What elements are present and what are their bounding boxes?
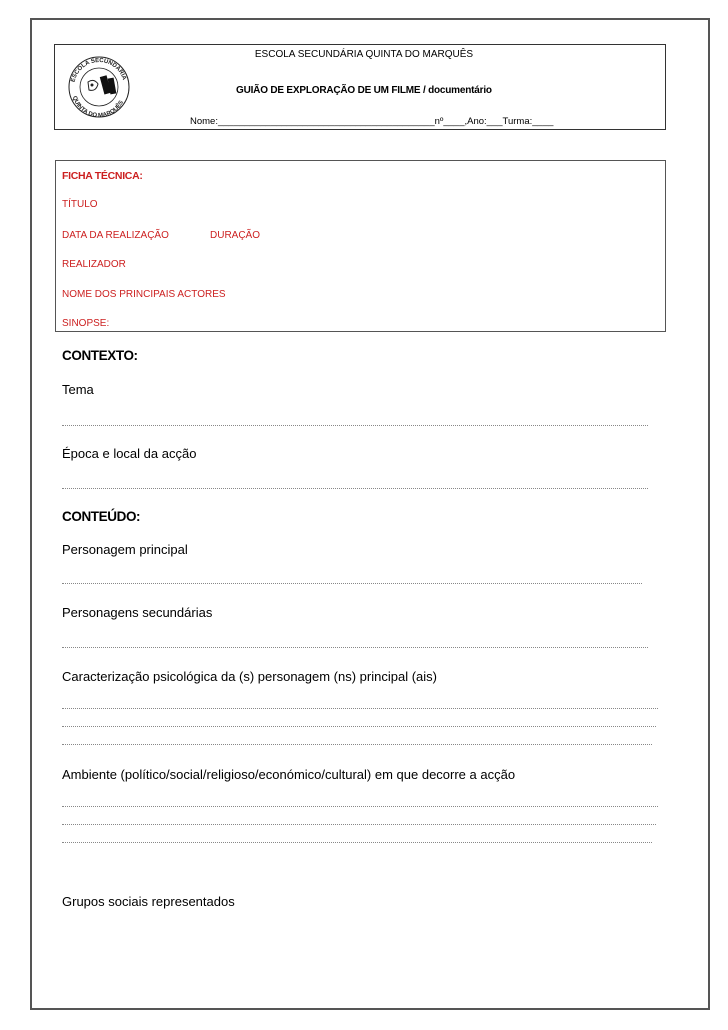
sinopse-label: SINOPSE:	[62, 318, 110, 329]
ambiente-answer-line[interactable]	[62, 806, 658, 807]
caracterizacao-answer-line[interactable]	[62, 708, 658, 709]
tema-label: Tema	[62, 382, 94, 397]
ambiente-answer-line[interactable]	[62, 824, 656, 825]
realizador-label: REALIZADOR	[62, 259, 126, 270]
caracterizacao-answer-line[interactable]	[62, 726, 656, 727]
personagem-principal-answer-line[interactable]	[62, 583, 642, 584]
titulo-label: TÍTULO	[62, 199, 98, 210]
grupos-sociais-label: Grupos sociais representados	[62, 894, 235, 909]
student-name-line[interactable]: Nome:_________________________________________nº____,Ano:___Turma:____	[190, 116, 554, 127]
actores-label: NOME DOS PRINCIPAIS ACTORES	[62, 289, 226, 300]
ficha-tecnica-title: FICHA TÉCNICA:	[62, 170, 143, 182]
epoca-label: Época e local da acção	[62, 446, 197, 461]
caracterizacao-answer-line[interactable]	[62, 744, 652, 745]
logo-text-top: ESCOLA SECUNDÁRIA	[70, 57, 127, 83]
contexto-title: CONTEXTO:	[62, 348, 138, 363]
personagem-principal-label: Personagem principal	[62, 542, 188, 557]
epoca-answer-line[interactable]	[62, 488, 648, 489]
data-realizacao-label: DATA DA REALIZAÇÃO	[62, 230, 169, 241]
logo-text-bottom: QUINTA DO MARQUÊS	[70, 95, 126, 120]
personagens-secundarias-answer-line[interactable]	[62, 647, 648, 648]
school-name: ESCOLA SECUNDÁRIA QUINTA DO MARQUÊS	[254, 49, 474, 60]
school-logo	[64, 52, 134, 122]
personagens-secundarias-label: Personagens secundárias	[62, 605, 213, 620]
ambiente-answer-line[interactable]	[62, 842, 652, 843]
guide-title: GUIÃO DE EXPLORAÇÃO DE UM FILME / documentário	[236, 85, 492, 96]
tema-answer-line[interactable]	[62, 425, 648, 426]
duracao-label: DURAÇÃO	[210, 230, 261, 241]
ambiente-label: Ambiente (político/social/religioso/económico/cultural) em que decorre a acção	[62, 767, 516, 782]
conteudo-title: CONTEÚDO:	[62, 509, 141, 524]
ficha-tecnica-box	[55, 160, 666, 332]
caracterizacao-label: Caracterização psicológica da (s) personagem (ns) principal (ais)	[62, 669, 437, 684]
